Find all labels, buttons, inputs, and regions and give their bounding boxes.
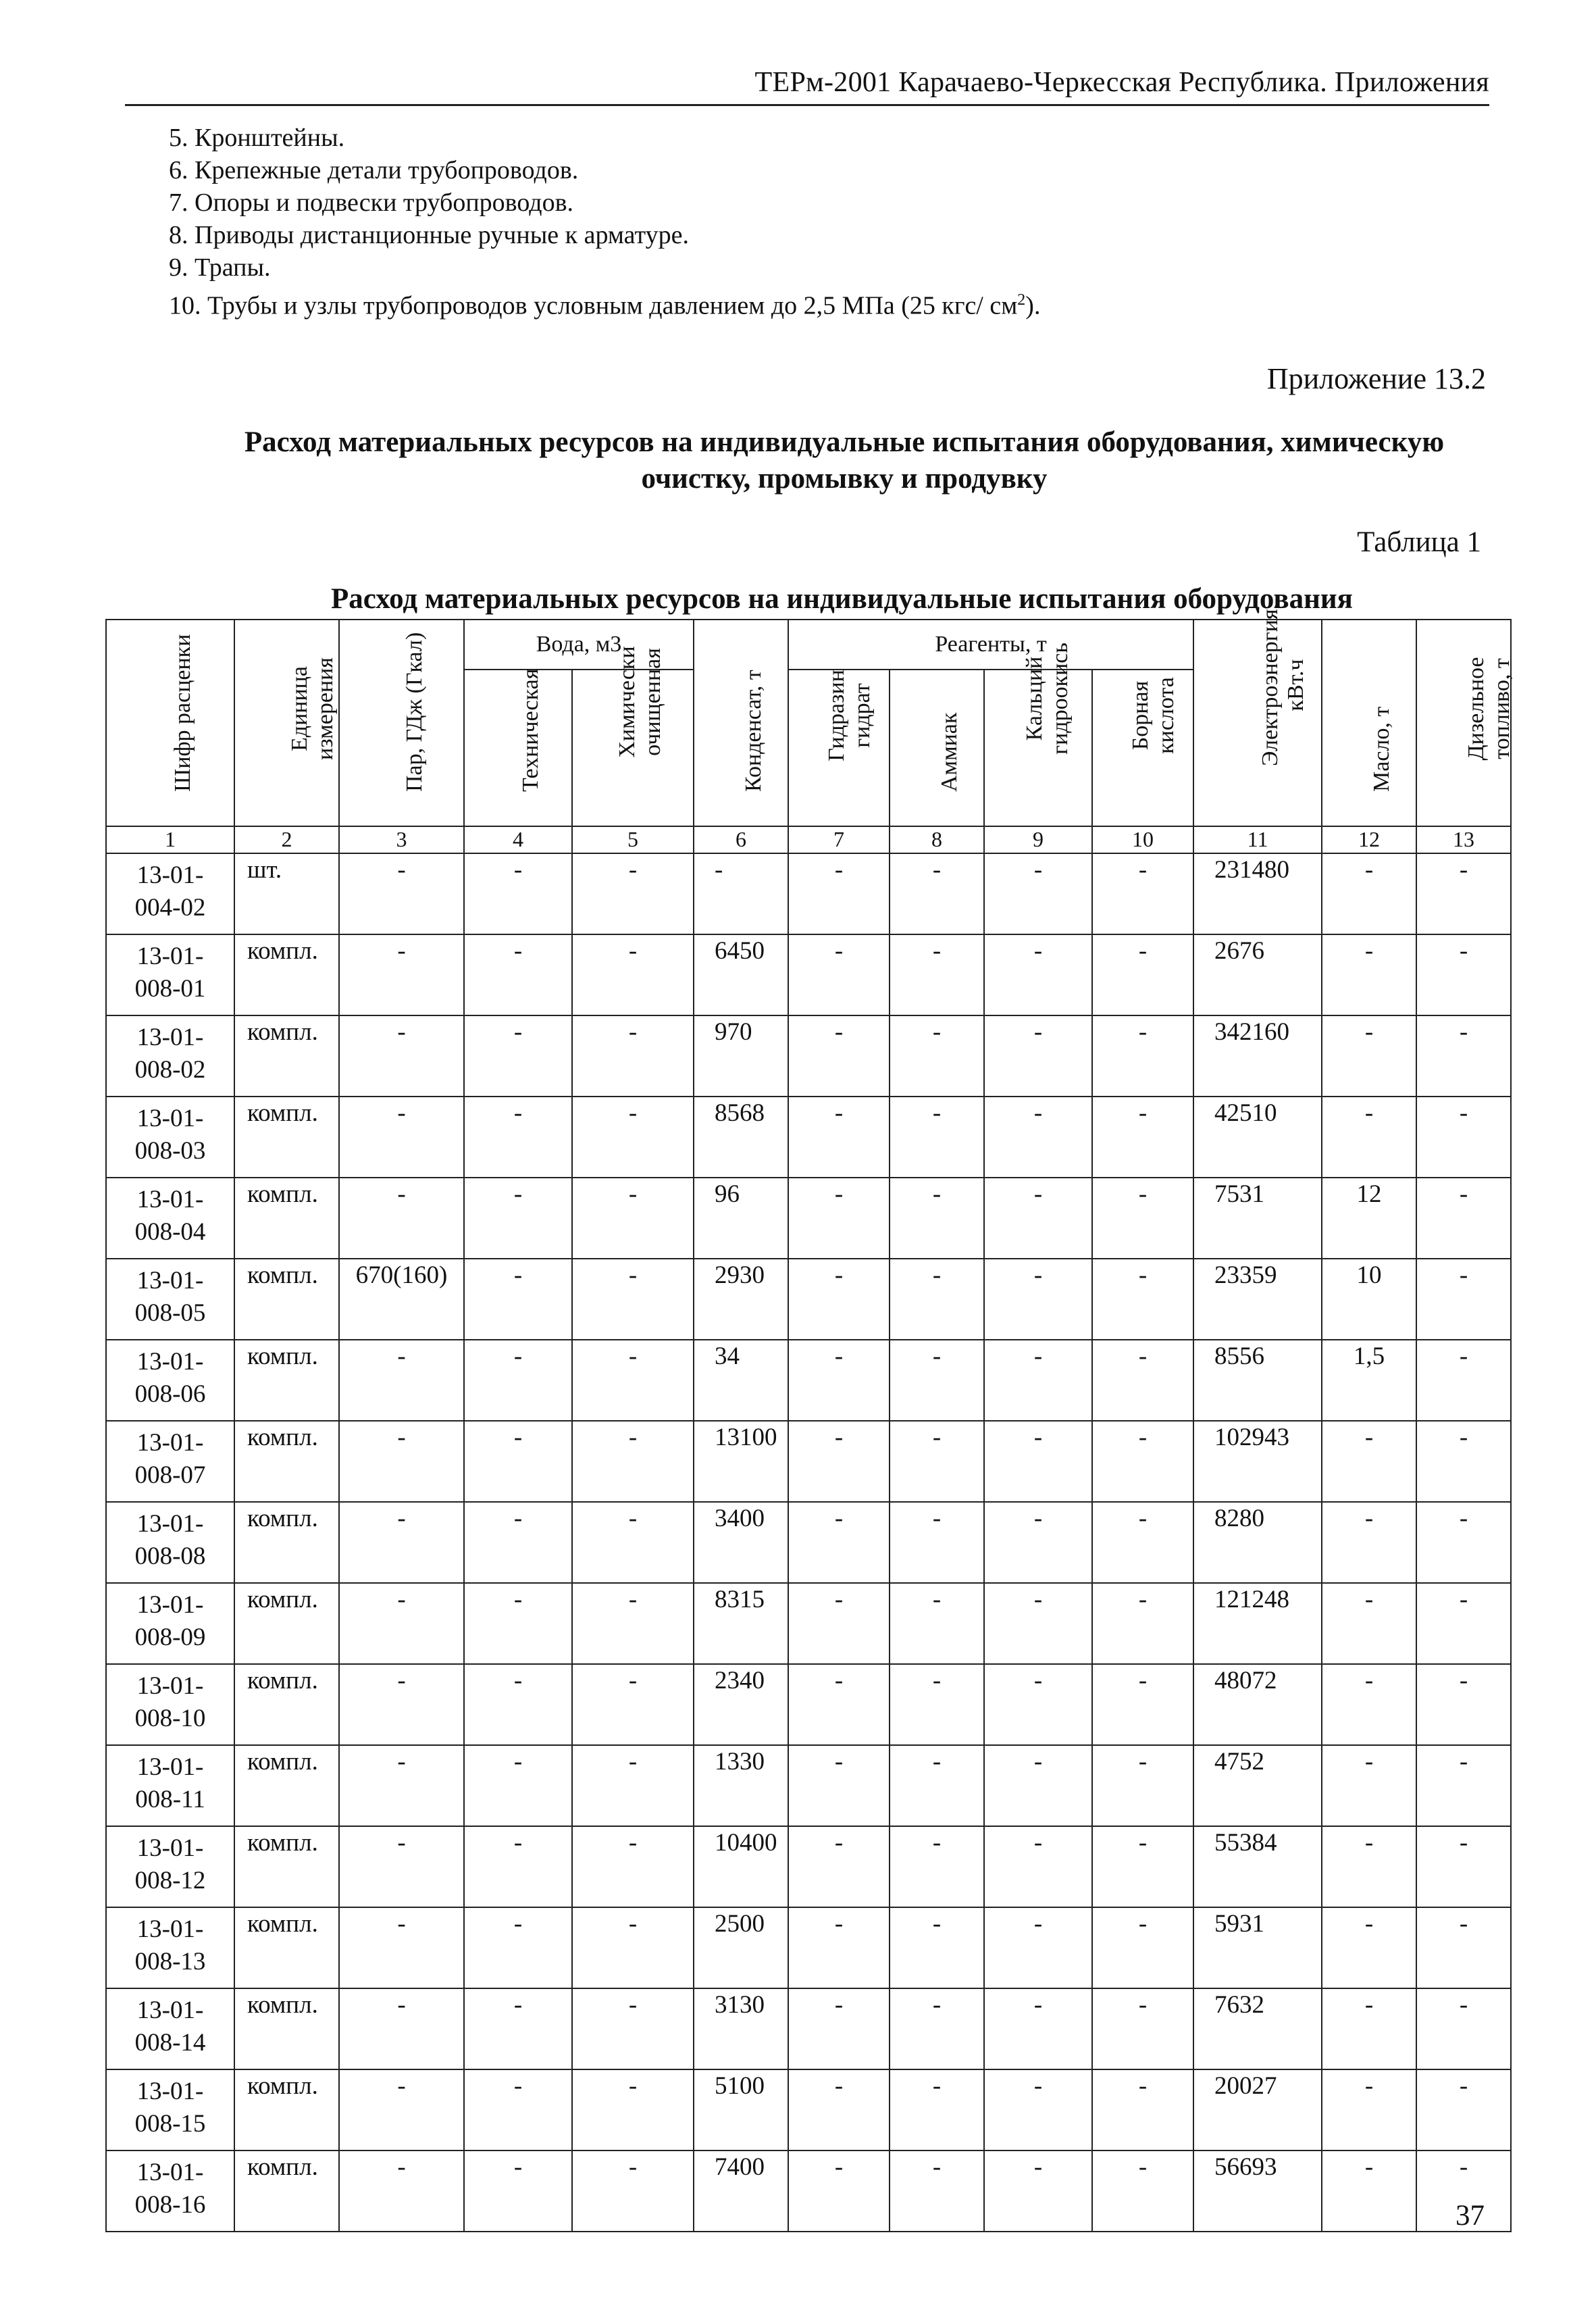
table-row xyxy=(106,1745,1511,1826)
cell-calcium: - xyxy=(984,1664,1092,1745)
column-number: 4 xyxy=(464,826,572,853)
cell-water-chem: - xyxy=(572,1745,694,1826)
cell-steam: - xyxy=(339,1178,464,1259)
table-row xyxy=(106,1502,1511,1583)
cell-steam: - xyxy=(339,1097,464,1178)
cell-hydrazine: - xyxy=(788,2069,890,2150)
cell-boric: - xyxy=(1092,2069,1193,2150)
cell-hydrazine: - xyxy=(788,1988,890,2069)
cell-water-chem: - xyxy=(572,1664,694,1745)
cell-calcium: - xyxy=(984,1907,1092,1988)
resources-table xyxy=(105,603,1515,2232)
cell-electricity: 48072 xyxy=(1193,1664,1322,1745)
cell-diesel: - xyxy=(1416,1015,1511,1097)
cell-condensate: 3400 xyxy=(694,1502,788,1583)
cell-hydrazine: - xyxy=(788,1907,890,1988)
cell-unit: компл. xyxy=(234,1015,339,1097)
header-electricity: Электроэнергия, кВт.ч xyxy=(1193,620,1322,826)
column-number-row xyxy=(106,826,1511,853)
cell-boric: - xyxy=(1092,1097,1193,1178)
cell-ammonia: - xyxy=(890,1502,984,1583)
cell-steam: - xyxy=(339,1502,464,1583)
cell-calcium: - xyxy=(984,1502,1092,1583)
cell-calcium: - xyxy=(984,1826,1092,1907)
cell-electricity: 7531 xyxy=(1193,1178,1322,1259)
cell-condensate: 3130 xyxy=(694,1988,788,2069)
column-number: 5 xyxy=(572,826,694,853)
cell-oil: - xyxy=(1322,1421,1416,1502)
cell-water-tech: - xyxy=(464,1745,572,1826)
list-item: 7. Опоры и подвески трубопроводов. xyxy=(169,188,574,217)
table-row xyxy=(106,853,1511,934)
cell-diesel: - xyxy=(1416,1745,1511,1826)
cell-water-chem: - xyxy=(572,2069,694,2150)
cell-steam: - xyxy=(339,1745,464,1826)
cell-ammonia: - xyxy=(890,1826,984,1907)
cell-diesel: - xyxy=(1416,1259,1511,1340)
running-header xyxy=(125,65,1489,106)
column-number: 3 xyxy=(339,826,464,853)
cell-boric: - xyxy=(1092,1178,1193,1259)
header-unit: Единица измерения xyxy=(234,620,339,826)
cell-ammonia: - xyxy=(890,1664,984,1745)
cell-condensate: 7400 xyxy=(694,2150,788,2232)
cell-ammonia: - xyxy=(890,1745,984,1826)
cell-water-chem: - xyxy=(572,1097,694,1178)
document-title: Расход материальных ресурсов на индивидуальные испытания оборудования, химическую очистку, промывку и продувку xyxy=(244,426,1445,495)
cell-oil: - xyxy=(1322,1583,1416,1664)
cell-electricity: 8556 xyxy=(1193,1340,1322,1421)
header-code: Шифр расценки xyxy=(106,620,234,826)
cell-hydrazine: - xyxy=(788,1259,890,1340)
cell-code: 13-01- 008-07 xyxy=(106,1421,234,1502)
table-row xyxy=(106,1097,1511,1178)
cell-code: 13-01- 008-10 xyxy=(106,1664,234,1745)
cell-ammonia: - xyxy=(890,1015,984,1097)
cell-calcium: - xyxy=(984,1015,1092,1097)
cell-hydrazine: - xyxy=(788,1421,890,1502)
list-item: 9. Трапы. xyxy=(169,253,271,282)
column-number: 7 xyxy=(788,826,890,853)
cell-water-chem: - xyxy=(572,1015,694,1097)
cell-hydrazine: - xyxy=(788,1502,890,1583)
cell-water-chem: - xyxy=(572,1259,694,1340)
cell-ammonia: - xyxy=(890,1340,984,1421)
cell-condensate: 2340 xyxy=(694,1664,788,1745)
cell-code: 13-01- 008-06 xyxy=(106,1340,234,1421)
cell-water-tech: - xyxy=(464,1259,572,1340)
table-row xyxy=(106,1583,1511,1664)
cell-hydrazine: - xyxy=(788,1745,890,1826)
cell-calcium: - xyxy=(984,1421,1092,1502)
cell-diesel: - xyxy=(1416,1340,1511,1421)
cell-steam: - xyxy=(339,1015,464,1097)
column-number: 8 xyxy=(890,826,984,853)
cell-boric: - xyxy=(1092,1502,1193,1583)
cell-unit: компл. xyxy=(234,1826,339,1907)
cell-hydrazine: - xyxy=(788,853,890,934)
cell-code: 13-01- 008-13 xyxy=(106,1907,234,1988)
cell-condensate: 13100 xyxy=(694,1421,788,1502)
cell-calcium: - xyxy=(984,2069,1092,2150)
cell-diesel: - xyxy=(1416,1097,1511,1178)
cell-ammonia: - xyxy=(890,1583,984,1664)
cell-electricity: 5931 xyxy=(1193,1907,1322,1988)
column-number: 1 xyxy=(106,826,234,853)
list-item: 5. Кронштейны. xyxy=(169,124,345,152)
cell-water-chem: - xyxy=(572,1826,694,1907)
cell-oil: - xyxy=(1322,1988,1416,2069)
cell-unit: компл. xyxy=(234,1097,339,1178)
cell-unit: компл. xyxy=(234,1583,339,1664)
cell-diesel: - xyxy=(1416,1664,1511,1745)
cell-calcium: - xyxy=(984,1259,1092,1340)
column-number: 12 xyxy=(1322,826,1416,853)
table-row xyxy=(106,2069,1511,2150)
cell-unit: компл. xyxy=(234,2069,339,2150)
cell-ammonia: - xyxy=(890,1907,984,1988)
cell-code: 13-01- 008-01 xyxy=(106,934,234,1015)
cell-water-tech: - xyxy=(464,1097,572,1178)
cell-water-tech: - xyxy=(464,2150,572,2232)
cell-diesel: - xyxy=(1416,1502,1511,1583)
cell-boric: - xyxy=(1092,934,1193,1015)
cell-hydrazine: - xyxy=(788,1583,890,1664)
cell-steam: - xyxy=(339,1826,464,1907)
cell-oil: - xyxy=(1322,1015,1416,1097)
cell-diesel: - xyxy=(1416,1178,1511,1259)
cell-condensate: 8568 xyxy=(694,1097,788,1178)
cell-oil: - xyxy=(1322,2150,1416,2232)
cell-oil: - xyxy=(1322,934,1416,1015)
cell-water-tech: - xyxy=(464,1015,572,1097)
cell-electricity: 231480 xyxy=(1193,853,1322,934)
cell-boric: - xyxy=(1092,1259,1193,1340)
cell-oil: 1,5 xyxy=(1322,1340,1416,1421)
cell-oil: - xyxy=(1322,1745,1416,1826)
cell-oil: - xyxy=(1322,1907,1416,1988)
cell-boric: - xyxy=(1092,1015,1193,1097)
cell-condensate: 8315 xyxy=(694,1583,788,1664)
cell-boric: - xyxy=(1092,853,1193,934)
cell-code: 13-01- 008-14 xyxy=(106,1988,234,2069)
cell-water-tech: - xyxy=(464,1826,572,1907)
cell-code: 13-01- 008-11 xyxy=(106,1745,234,1826)
cell-ammonia: - xyxy=(890,1178,984,1259)
cell-steam: - xyxy=(339,1988,464,2069)
cell-unit: компл. xyxy=(234,2150,339,2232)
cell-diesel: - xyxy=(1416,1907,1511,1988)
cell-oil: - xyxy=(1322,1664,1416,1745)
cell-steam: - xyxy=(339,2069,464,2150)
list-item: 6. Крепежные детали трубопроводов. xyxy=(169,156,579,184)
cell-hydrazine: - xyxy=(788,1015,890,1097)
cell-condensate: 1330 xyxy=(694,1745,788,1826)
cell-ammonia: - xyxy=(890,1421,984,1502)
cell-unit: компл. xyxy=(234,1259,339,1340)
cell-electricity: 56693 xyxy=(1193,2150,1322,2232)
cell-hydrazine: - xyxy=(788,1664,890,1745)
cell-steam: - xyxy=(339,1340,464,1421)
item-list xyxy=(169,122,1040,322)
cell-boric: - xyxy=(1092,1988,1193,2069)
column-number: 2 xyxy=(234,826,339,853)
table-title: Расход материальных ресурсов на индивидуальные испытания оборудования xyxy=(331,583,1353,615)
cell-water-tech: - xyxy=(464,1502,572,1583)
header-diesel: Дизельное топливо, т xyxy=(1416,620,1511,826)
cell-diesel: - xyxy=(1416,1421,1511,1502)
cell-steam: - xyxy=(339,1583,464,1664)
cell-steam: - xyxy=(339,2150,464,2232)
cell-water-tech: - xyxy=(464,1664,572,1745)
cell-unit: компл. xyxy=(234,1988,339,2069)
cell-condensate: 6450 xyxy=(694,934,788,1015)
cell-boric: - xyxy=(1092,1421,1193,1502)
cell-electricity: 42510 xyxy=(1193,1097,1322,1178)
cell-code: 13-01- 008-02 xyxy=(106,1015,234,1097)
cell-oil: 10 xyxy=(1322,1259,1416,1340)
cell-code: 13-01- 004-02 xyxy=(106,853,234,934)
cell-ammonia: - xyxy=(890,2069,984,2150)
cell-ammonia: - xyxy=(890,853,984,934)
column-number: 11 xyxy=(1193,826,1322,853)
cell-condensate: 2500 xyxy=(694,1907,788,1988)
table-row xyxy=(106,1015,1511,1097)
cell-diesel: - xyxy=(1416,1583,1511,1664)
cell-water-tech: - xyxy=(464,1421,572,1502)
cell-condensate: 5100 xyxy=(694,2069,788,2150)
cell-water-tech: - xyxy=(464,1178,572,1259)
cell-oil: 12 xyxy=(1322,1178,1416,1259)
cell-unit: компл. xyxy=(234,1421,339,1502)
cell-water-tech: - xyxy=(464,1907,572,1988)
cell-boric: - xyxy=(1092,1340,1193,1421)
header-water-tech: Техническая xyxy=(464,670,572,826)
header-ammonia: Аммиак xyxy=(890,670,984,826)
cell-hydrazine: - xyxy=(788,1097,890,1178)
cell-hydrazine: - xyxy=(788,1340,890,1421)
cell-hydrazine: - xyxy=(788,1826,890,1907)
page-number: 37 xyxy=(1456,2200,1485,2232)
cell-code: 13-01- 008-03 xyxy=(106,1097,234,1178)
cell-water-tech: - xyxy=(464,934,572,1015)
cell-code: 13-01- 008-05 xyxy=(106,1259,234,1340)
cell-ammonia: - xyxy=(890,1259,984,1340)
cell-unit: компл. xyxy=(234,1178,339,1259)
cell-oil: - xyxy=(1322,853,1416,934)
header-hydrazine: Гидразин гидрат xyxy=(788,670,890,826)
list-item-tail: ). xyxy=(1025,291,1041,320)
cell-boric: - xyxy=(1092,1907,1193,1988)
column-number: 9 xyxy=(984,826,1092,853)
cell-water-tech: - xyxy=(464,853,572,934)
list-item-text: 10. Трубы и узлы трубопроводов условным давлением до 2,5 МПа (25 кгс/ см xyxy=(169,291,1018,320)
cell-steam: 670(160) xyxy=(339,1259,464,1340)
table-row xyxy=(106,1340,1511,1421)
cell-water-tech: - xyxy=(464,1583,572,1664)
cell-condensate: 96 xyxy=(694,1178,788,1259)
cell-unit: компл. xyxy=(234,1664,339,1745)
list-item-superscript: 2 xyxy=(1017,291,1026,309)
cell-diesel: - xyxy=(1416,934,1511,1015)
cell-hydrazine: - xyxy=(788,2150,890,2232)
cell-condensate: 970 xyxy=(694,1015,788,1097)
cell-oil: - xyxy=(1322,1097,1416,1178)
cell-code: 13-01- 008-12 xyxy=(106,1826,234,1907)
cell-condensate: 10400 xyxy=(694,1826,788,1907)
cell-water-chem: - xyxy=(572,1340,694,1421)
cell-electricity: 102943 xyxy=(1193,1421,1322,1502)
cell-steam: - xyxy=(339,853,464,934)
cell-water-chem: - xyxy=(572,934,694,1015)
table-row xyxy=(106,1421,1511,1502)
cell-water-tech: - xyxy=(464,1988,572,2069)
table-row xyxy=(106,1664,1511,1745)
table-label: Таблица 1 xyxy=(1357,526,1481,558)
table-row xyxy=(106,1826,1511,1907)
cell-calcium: - xyxy=(984,853,1092,934)
cell-calcium: - xyxy=(984,1745,1092,1826)
cell-diesel: - xyxy=(1416,2069,1511,2150)
table-row xyxy=(106,1988,1511,2069)
cell-ammonia: - xyxy=(890,1988,984,2069)
cell-calcium: - xyxy=(984,1988,1092,2069)
header-calcium: Кальций гидроокись xyxy=(984,670,1092,826)
table-row xyxy=(106,1907,1511,1988)
cell-hydrazine: - xyxy=(788,934,890,1015)
cell-water-tech: - xyxy=(464,1340,572,1421)
cell-unit: компл. xyxy=(234,934,339,1015)
header-water-group: Вода, м3 xyxy=(464,620,694,670)
cell-water-chem: - xyxy=(572,1583,694,1664)
table-row xyxy=(106,1259,1511,1340)
cell-water-chem: - xyxy=(572,2150,694,2232)
cell-boric: - xyxy=(1092,1664,1193,1745)
header-boric: Борная кислота xyxy=(1092,670,1193,826)
cell-water-tech: - xyxy=(464,2069,572,2150)
cell-electricity: 8280 xyxy=(1193,1502,1322,1583)
cell-hydrazine: - xyxy=(788,1178,890,1259)
list-item xyxy=(169,284,1040,322)
cell-ammonia: - xyxy=(890,2150,984,2232)
cell-electricity: 4752 xyxy=(1193,1745,1322,1826)
cell-electricity: 121248 xyxy=(1193,1583,1322,1664)
cell-ammonia: - xyxy=(890,1097,984,1178)
cell-electricity: 20027 xyxy=(1193,2069,1322,2150)
cell-electricity: 55384 xyxy=(1193,1826,1322,1907)
cell-diesel: - xyxy=(1416,2150,1511,2232)
cell-calcium: - xyxy=(984,1340,1092,1421)
cell-unit: компл. xyxy=(234,1340,339,1421)
column-number: 13 xyxy=(1416,826,1511,853)
table-row xyxy=(106,1178,1511,1259)
cell-code: 13-01- 008-16 xyxy=(106,2150,234,2232)
cell-condensate: 2930 xyxy=(694,1259,788,1340)
cell-boric: - xyxy=(1092,2150,1193,2232)
running-header-title: ТЕРм-2001 Карачаево-Черкесская Республика. Приложения xyxy=(754,67,1489,98)
header-oil: Масло, т xyxy=(1322,620,1416,826)
cell-boric: - xyxy=(1092,1826,1193,1907)
cell-oil: - xyxy=(1322,1826,1416,1907)
cell-steam: - xyxy=(339,934,464,1015)
cell-diesel: - xyxy=(1416,853,1511,934)
header-condensate: Конденсат, т xyxy=(694,620,788,826)
cell-code: 13-01- 008-04 xyxy=(106,1178,234,1259)
cell-unit: компл. xyxy=(234,1502,339,1583)
cell-unit: шт. xyxy=(234,853,339,934)
cell-oil: - xyxy=(1322,1502,1416,1583)
cell-code: 13-01- 008-15 xyxy=(106,2069,234,2150)
cell-steam: - xyxy=(339,1907,464,1988)
cell-calcium: - xyxy=(984,1178,1092,1259)
appendix-label: Приложение 13.2 xyxy=(1266,362,1486,395)
header-steam: Пар, ГДж (Гкал) xyxy=(339,620,464,826)
table-row xyxy=(106,934,1511,1015)
cell-calcium: - xyxy=(984,934,1092,1015)
cell-unit: компл. xyxy=(234,1907,339,1988)
cell-calcium: - xyxy=(984,1097,1092,1178)
cell-calcium: - xyxy=(984,2150,1092,2232)
cell-unit: компл. xyxy=(234,1745,339,1826)
cell-water-chem: - xyxy=(572,1502,694,1583)
column-number: 10 xyxy=(1092,826,1193,853)
cell-electricity: 2676 xyxy=(1193,934,1322,1015)
cell-water-chem: - xyxy=(572,1907,694,1988)
cell-diesel: - xyxy=(1416,1988,1511,2069)
cell-water-chem: - xyxy=(572,853,694,934)
cell-diesel: - xyxy=(1416,1826,1511,1907)
cell-water-chem: - xyxy=(572,1421,694,1502)
cell-electricity: 23359 xyxy=(1193,1259,1322,1340)
table-row xyxy=(106,2150,1511,2232)
cell-steam: - xyxy=(339,1421,464,1502)
header-water-chem: Химически очищенная xyxy=(572,670,694,826)
cell-condensate: 34 xyxy=(694,1340,788,1421)
cell-electricity: 7632 xyxy=(1193,1988,1322,2069)
cell-steam: - xyxy=(339,1664,464,1745)
cell-water-chem: - xyxy=(572,1178,694,1259)
cell-oil: - xyxy=(1322,2069,1416,2150)
table-body xyxy=(106,853,1511,2232)
cell-water-chem: - xyxy=(572,1988,694,2069)
cell-electricity: 342160 xyxy=(1193,1015,1322,1097)
column-number: 6 xyxy=(694,826,788,853)
header-reagents-group: Реагенты, т xyxy=(788,620,1193,670)
cell-code: 13-01- 008-08 xyxy=(106,1502,234,1583)
list-item: 8. Приводы дистанционные ручные к арматуре. xyxy=(169,221,690,249)
cell-ammonia: - xyxy=(890,934,984,1015)
cell-boric: - xyxy=(1092,1745,1193,1826)
cell-boric: - xyxy=(1092,1583,1193,1664)
cell-calcium: - xyxy=(984,1583,1092,1664)
cell-condensate: - xyxy=(694,853,788,934)
cell-code: 13-01- 008-09 xyxy=(106,1583,234,1664)
